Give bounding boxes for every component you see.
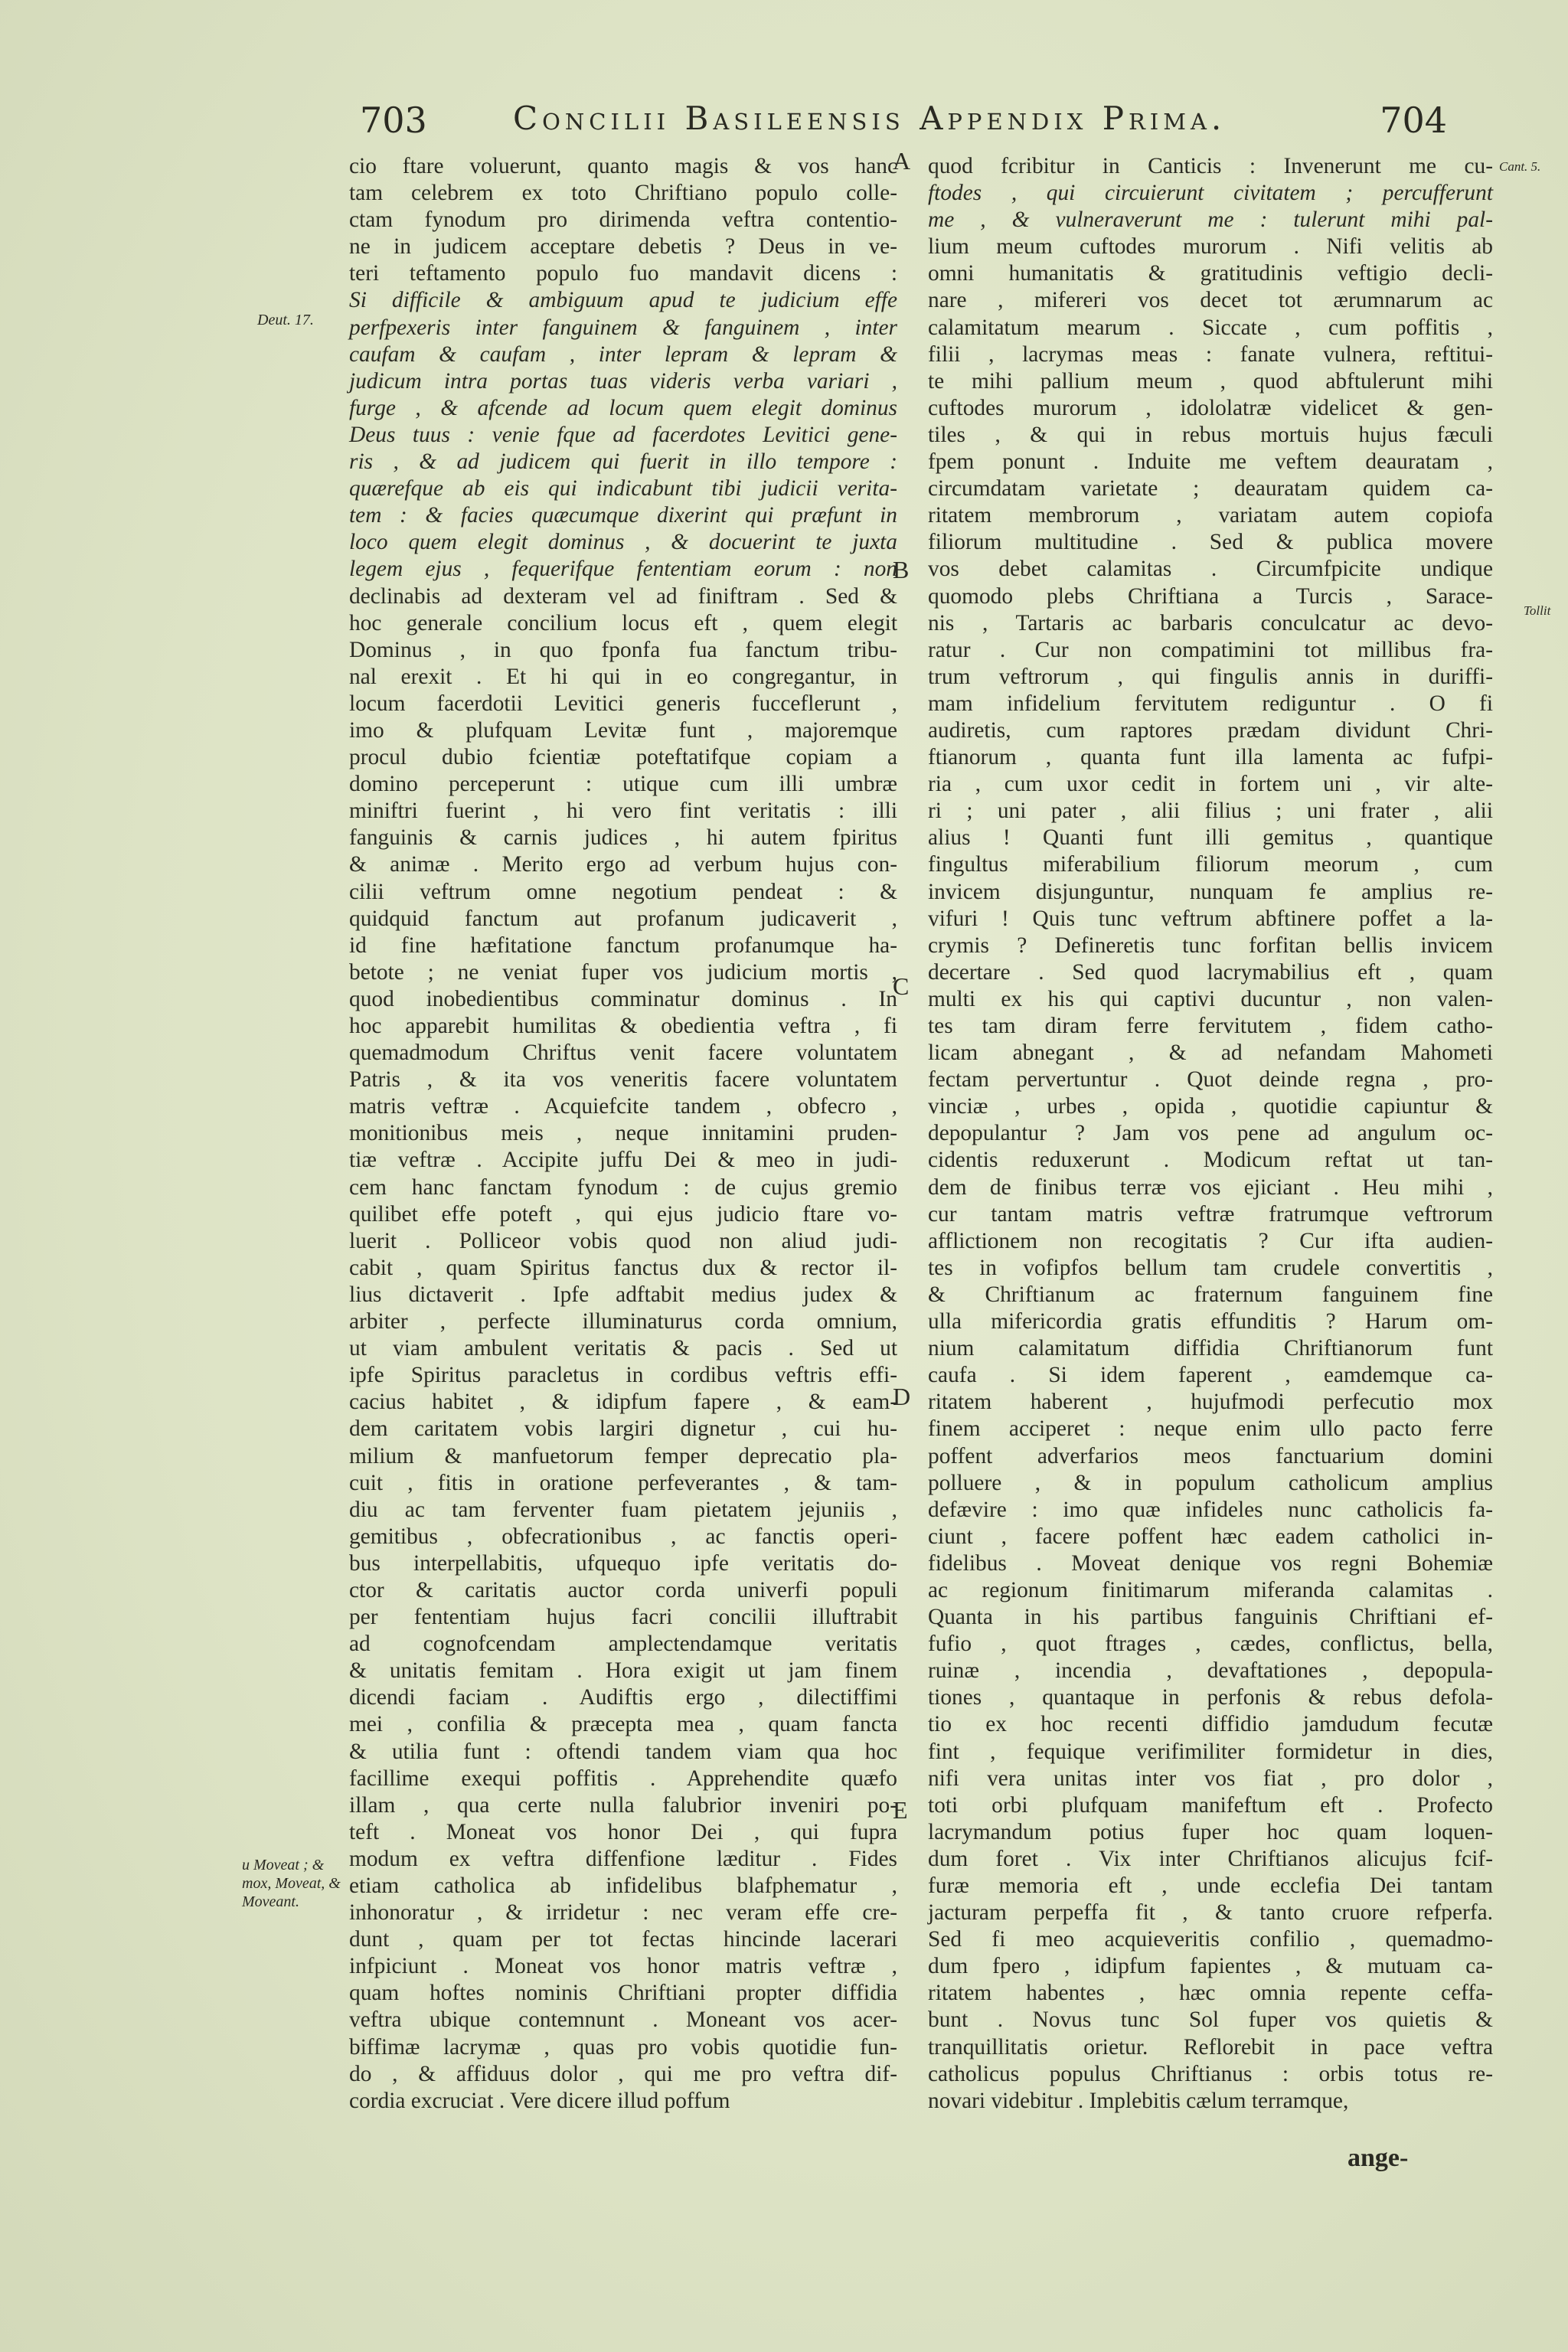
text-line: vos debet calamitas . Circumfpicite undique — [928, 557, 1493, 582]
side-note-tollit: Tollit — [1524, 603, 1551, 618]
text-line: bunt . Novus tunc Sol fuper vos quietis & — [928, 2007, 1493, 2033]
text-line: cem hanc fanctam fynodum : de cujus gremio — [349, 1174, 897, 1200]
text-line: tiæ veftræ . Accipite juffu Dei & meo in judi- — [349, 1148, 897, 1173]
left-column — [349, 153, 897, 2115]
text-line: veftra ubique contemnunt . Moneant vos acer- — [349, 2007, 897, 2033]
text-line: ac regionum finitimarum miferanda calamitas . — [928, 1577, 1493, 1602]
text-line: cacius habitet , & idipfum fapere , & eam- — [349, 1390, 897, 1415]
text-line: diu ac tam ferventer fuam pietatem jejuniis , — [349, 1497, 897, 1522]
text-line: fpem ponunt . Induite me veftem deauratam , — [928, 449, 1493, 475]
text-line: quilibet effe poteft , qui ejus judicio ftare vo- — [349, 1201, 897, 1227]
text-line: dem caritatem vobis largiri dignetur , cui hu- — [349, 1416, 897, 1442]
text-line: hoc generale concilium locus eft , quem elegit — [349, 610, 897, 635]
right-column — [928, 153, 1493, 2115]
text-line: nare , mifereri vos decet tot ærumnarum ac — [928, 288, 1493, 313]
text-line: licam abnegant , & ad nefandam Mahometi — [928, 1040, 1493, 1066]
text-line: caufa . Si idem faperent , eamdemque ca- — [928, 1363, 1493, 1388]
text-line: per fententiam hujus facri concilii illuftrabit — [349, 1605, 897, 1630]
text-line: Dominus , in quo fponfa fua fanctum tribu- — [349, 637, 897, 662]
page-number-left: 703 — [360, 100, 427, 141]
text-line: ftianorum , quanta funt illa lamenta ac fufpi- — [928, 745, 1493, 770]
margin-letter-a: A — [893, 147, 911, 175]
text-line: ris , & ad judicem qui fuerit in illo tempore : — [349, 449, 897, 475]
text-line: novari videbitur . Implebitis cælum terramque, — [928, 2088, 1349, 2113]
text-line: ne in judicem acceptare debetis ? Deus in ve- — [349, 234, 897, 260]
text-line: lacrymandum potius fuper hoc quam loquen- — [928, 1819, 1493, 1844]
text-line: omni humanitatis & gratitudinis veftigio decli- — [928, 261, 1493, 286]
text-line: ipfe Spiritus paracletus in cordibus veftris effi- — [349, 1363, 897, 1388]
text-line: fidelibus . Moveat denique vos regni Bohemiæ — [928, 1550, 1493, 1576]
text-line: bus interpellabitis, ufquequo ipfe veritatis do- — [349, 1550, 897, 1576]
text-line: dum fpero , idipfum fapientes , & mutuam ca- — [928, 1954, 1493, 1979]
text-line: multi ex his qui captivi ducuntur , non valen- — [928, 986, 1493, 1011]
text-line: perfpexeris inter fanguinem & fanguinem , inter — [349, 315, 897, 340]
text-line: biffimæ lacrymæ , quas pro vobis quotidie fun- — [349, 2034, 897, 2060]
text-line: ulla mifericordia gratis effunditis ? Harum om- — [928, 1309, 1493, 1334]
text-line: ftodes , qui circuierunt civitatem ; percufferunt — [928, 181, 1493, 206]
text-line: alius ! Quanti funt illi gemitus , quantique — [928, 825, 1493, 851]
catchword: ange- — [1348, 2144, 1409, 2172]
text-line: infpiciunt . Moneat vos honor matris veftræ , — [349, 1954, 897, 1979]
text-line: crymis ? Defineretis tunc forfitan bellis invicem — [928, 933, 1493, 958]
text-line: ria , cum uxor cedit in fortem uni , vir alte- — [928, 772, 1493, 797]
text-line: ritatem haberent , hujufmodi perfecutio mox — [928, 1390, 1493, 1415]
text-line: finem acciperet : neque enim ullo pacto ferre — [928, 1416, 1493, 1442]
text-line: Patris , & ita vos veneritis facere voluntatem — [349, 1067, 897, 1093]
text-line: tio ex hoc recenti diffidio jamdudum fecutæ — [928, 1712, 1493, 1737]
text-line: nis , Tartaris ac barbaris conculcatur ac devo- — [928, 610, 1493, 635]
text-line: poffent adverfarios meos fanctuarium domini — [928, 1443, 1493, 1468]
text-line: domino perceperunt : utique cum illi umbræ — [349, 772, 897, 797]
text-line: cilii veftrum omne negotium pendeat : & — [349, 879, 897, 904]
margin-letter-c: C — [893, 972, 910, 1000]
text-line: ciunt , facere poffent hæc eadem catholici in- — [928, 1524, 1493, 1549]
running-header — [360, 90, 1493, 152]
text-line: nal erexit . Et hi qui in eo congregantur, in — [349, 664, 897, 689]
text-line: locum facerdotii Levitici generis fucceflerunt , — [349, 691, 897, 716]
text-line: quod fcribitur in Canticis : Invenerunt me cu- — [928, 154, 1493, 178]
text-line: dum foret . Vix inter Chriftianos alicujus fcif- — [928, 1846, 1493, 1871]
text-line: tiles , & qui in rebus mortuis hujus fæculi — [928, 422, 1493, 447]
text-line: teft . Moneat vos honor Dei , qui fupra — [349, 1819, 897, 1844]
page-number-right: 704 — [1380, 100, 1447, 141]
text-line: fufio , quot ftrages , cædes, conflictus, bella, — [928, 1632, 1493, 1657]
text-line: decertare . Sed quod lacrymabilius eft , quam — [928, 959, 1493, 985]
text-line: ad cognofcendam amplectendamque veritatis — [349, 1632, 897, 1657]
text-line: dicendi faciam . Audiftis ergo , dilectiffimi — [349, 1685, 897, 1710]
text-line: etiam catholica ab infidelibus blafphematur , — [349, 1873, 897, 1898]
text-line: tiones , quantaque in perfonis & rebus defola- — [928, 1685, 1493, 1710]
text-line: vinciæ , urbes , opida , quotidie capiuntur & — [928, 1094, 1493, 1119]
text-line: polluere , & in populum catholicum amplius — [928, 1470, 1493, 1495]
text-line: inhonoratur , & irridetur : nec veram effe cre- — [349, 1900, 897, 1926]
text-line: cio ftare voluerunt, quanto magis & vos hanc — [349, 154, 897, 178]
text-line: cidentis reduxerunt . Modicum reftat ut tan- — [928, 1148, 1493, 1173]
text-line: ritatem membrorum , variatam autem copiofa — [928, 503, 1493, 528]
text-line: & unitatis femitam . Hora exigit ut jam finem — [349, 1658, 897, 1684]
text-line: loco quem elegit dominus , & docuerint te juxta — [349, 530, 897, 555]
text-line: lius dictaverit . Ipfe adftabit medius judex & — [349, 1282, 897, 1307]
text-line: Si difficile & ambiguum apud te judicium effe — [349, 288, 897, 313]
text-line: quomodo plebs Chriftiana a Turcis , Sarace- — [928, 583, 1493, 609]
text-line: milium & manfuetorum femper deprecatio pla- — [349, 1443, 897, 1468]
text-line: tam celebrem ex toto Chriftiano populo colle- — [349, 181, 897, 206]
text-line: arbiter , perfecte illuminaturus corda omnium, — [349, 1309, 897, 1334]
text-line: cur tantam matris veftræ fratrumque veftrorum — [928, 1201, 1493, 1227]
text-line: declinabis ad dexteram vel ad finiftram . Sed & — [349, 583, 897, 609]
text-line: filii , lacrymas meas : fanate vulnera, reftitui- — [928, 341, 1493, 367]
text-line: furæ memoria eft , unde ecclefia Dei tantam — [928, 1873, 1493, 1898]
text-line: ctam fynodum pro dirimenda veftra contentio- — [349, 207, 897, 233]
text-line: tes in vofipfos bellum tam crudele convertitis , — [928, 1255, 1493, 1280]
text-line: ri ; uni pater , alii filius ; uni frater , alii — [928, 799, 1493, 824]
text-line: tranquillitatis orietur. Reflorebit in pace veftra — [928, 2034, 1493, 2060]
text-line: tes tam diram ferre fervitutem , fidem catho- — [928, 1014, 1493, 1038]
text-line: audiretis, cum raptores prædam dividunt Chri- — [928, 717, 1493, 743]
text-line: & animæ . Merito ergo ad verbum hujus con- — [349, 852, 897, 877]
text-line: illam , qua certe nulla falubrior inveniri po- — [349, 1792, 897, 1818]
text-line: fingultus miferabilium filiorum meorum , cum — [928, 852, 1493, 877]
text-line: judicum intra portas tuas videris verba variari , — [349, 368, 897, 394]
text-line: cabit , quam Spiritus fanctus dux & rector il- — [349, 1255, 897, 1280]
text-line: nium calamitatum diffidia Chriftianorum funt — [928, 1336, 1493, 1361]
text-line: ratur . Cur non compatimini tot millibus fra- — [928, 637, 1493, 662]
text-line: & utilia funt : oftendi tandem viam qua hoc — [349, 1739, 897, 1764]
text-line: dunt , quam per tot fectas hincinde lacerari — [349, 1927, 897, 1952]
text-line: procul dubio fcientiæ poteftatifque copiam a — [349, 745, 897, 770]
text-line: facillime exequi poffitis . Apprehendite quæfo — [349, 1766, 897, 1791]
text-line: luerit . Polliceor vobis quod non aliud judi- — [349, 1228, 897, 1253]
text-line: & Chriftianum ac fraternum fanguinem fine — [928, 1282, 1493, 1307]
margin-letter-d: D — [893, 1383, 911, 1410]
text-line: catholicus populus Chriftianus : orbis totus re- — [928, 2061, 1493, 2086]
text-line: matris veftræ . Acquiefcite tandem , obfecro , — [349, 1094, 897, 1119]
text-line: cuftodes murorum , idololatræ videlicet & gen- — [928, 395, 1493, 420]
text-line: miniftri fuerint , hi vero fint veritatis : illi — [349, 799, 897, 824]
text-line: jacturam perpeffa fit , & tanto cruore refperfa. — [928, 1900, 1493, 1926]
text-line: dem de finibus terræ vos ejiciant . Heu mihi , — [928, 1174, 1493, 1200]
side-note-variant: u Moveat ; & mox, Moveat, & Moveant. — [242, 1857, 341, 1910]
margin-letter-b: B — [893, 556, 910, 583]
text-line: ctor & caritatis auctor corda univerfi populi — [349, 1577, 897, 1602]
text-line: nifi vera unitas inter vos fiat , pro dolor , — [928, 1766, 1493, 1791]
text-line: teri teftamento populo fuo mandavit dicens : — [349, 261, 897, 286]
text-line: Deus tuus : venie fque ad facerdotes Levitici gene- — [349, 422, 897, 447]
text-line: imo & plufquam Levitæ funt , majoremque — [349, 717, 897, 743]
text-line: fint , fequique verifimiliter formidetur in dies, — [928, 1739, 1493, 1764]
margin-letter-e: E — [893, 1796, 908, 1824]
text-line: hoc apparebit humilitas & obedientia veftra , fi — [349, 1014, 897, 1038]
text-line: gemitibus , obfecrationibus , ac fanctis operi- — [349, 1524, 897, 1549]
text-line: vifuri ! Quis tunc veftrum abftinere poffet a la- — [928, 906, 1493, 931]
text-line: invicem disjunguntur, nunquam fe amplius re- — [928, 879, 1493, 904]
text-line: fectam pervertuntur . Quot deinde regna , pro- — [928, 1067, 1493, 1093]
text-line: ut viam ambulent veritatis & pacis . Sed ut — [349, 1336, 897, 1361]
text-line: me , & vulneraverunt me : tulerunt mihi pal- — [928, 207, 1493, 233]
text-line: mam infidelium fervitutem rediguntur . O fi — [928, 691, 1493, 716]
text-line: te mihi pallium meum , quod abftulerunt mihi — [928, 368, 1493, 394]
text-line: trum veftrorum , qui fingulis annis in duriffi- — [928, 664, 1493, 689]
side-note-cant: Cant. 5. — [1499, 159, 1541, 174]
text-line: cuit , fitis in oratione perfeverantes , & tam- — [349, 1470, 897, 1495]
text-line: cordia excruciat . Vere dicere illud poffum — [349, 2088, 730, 2113]
text-line: afflictionem non recogitatis ? Cur ifta audien- — [928, 1228, 1493, 1253]
text-line: quidquid fanctum aut profanum judicaverit , — [349, 906, 897, 931]
text-line: tem : & facies quæcumque dixerint qui præfunt in — [349, 503, 897, 528]
text-line: toti orbi plufquam manifeftum eft . Profecto — [928, 1792, 1493, 1818]
text-line: quam hoftes nominis Chriftiani propter diffidia — [349, 1981, 897, 2006]
side-note-deut: Deut. 17. — [257, 312, 314, 328]
text-line: lium meum cuftodes murorum . Nifi velitis ab — [928, 234, 1493, 260]
text-line: quærefque ab eis qui indicabunt tibi judicii verita- — [349, 476, 897, 501]
text-line: defævire : imo quæ infideles nunc catholicis fa- — [928, 1497, 1493, 1522]
text-line: legem ejus , fequerifque fententiam eorum : non — [349, 557, 897, 582]
text-line: calamitatum mearum . Siccate , cum poffitis , — [928, 315, 1493, 340]
text-line: furge , & afcende ad locum quem elegit dominus — [349, 395, 897, 420]
text-line: Sed fi meo acquieveritis confilio , quemadmo- — [928, 1927, 1493, 1952]
running-title: Concilii Basileensis Appendix Prima. — [513, 100, 1227, 137]
text-line: quod inobedientibus comminatur dominus . In — [349, 986, 897, 1011]
text-line: monitionibus meis , neque innitamini pruden- — [349, 1121, 897, 1146]
text-line: do , & affiduus dolor , qui me pro veftra dif- — [349, 2061, 897, 2086]
text-line: quemadmodum Chriftus venit facere voluntatem — [349, 1040, 897, 1066]
text-line: Quanta in his partibus fanguinis Chriftiani ef- — [928, 1605, 1493, 1630]
text-line: circumdatam varietate ; deauratam quidem ca- — [928, 476, 1493, 501]
text-line: filiorum multitudine . Sed & publica movere — [928, 530, 1493, 555]
text-line: depopulantur ? Jam vos pene ad angulum oc- — [928, 1121, 1493, 1146]
text-line: betote ; ne veniat fuper vos judicium mortis , — [349, 959, 897, 985]
text-line: mei , confilia & præcepta mea , quam fancta — [349, 1712, 897, 1737]
text-line: modum ex veftra diffenfione læditur . Fides — [349, 1846, 897, 1871]
text-line: id fine hæfitatione fanctum profanumque ha- — [349, 933, 897, 958]
text-line: ruinæ , incendia , devaftationes , depopula- — [928, 1658, 1493, 1684]
text-line: ritatem habentes , hæc omnia repente ceffa- — [928, 1981, 1493, 2006]
text-line: fanguinis & carnis judices , hi autem fpiritus — [349, 825, 897, 851]
text-line: caufam & caufam , inter lepram & lepram & — [349, 341, 897, 367]
